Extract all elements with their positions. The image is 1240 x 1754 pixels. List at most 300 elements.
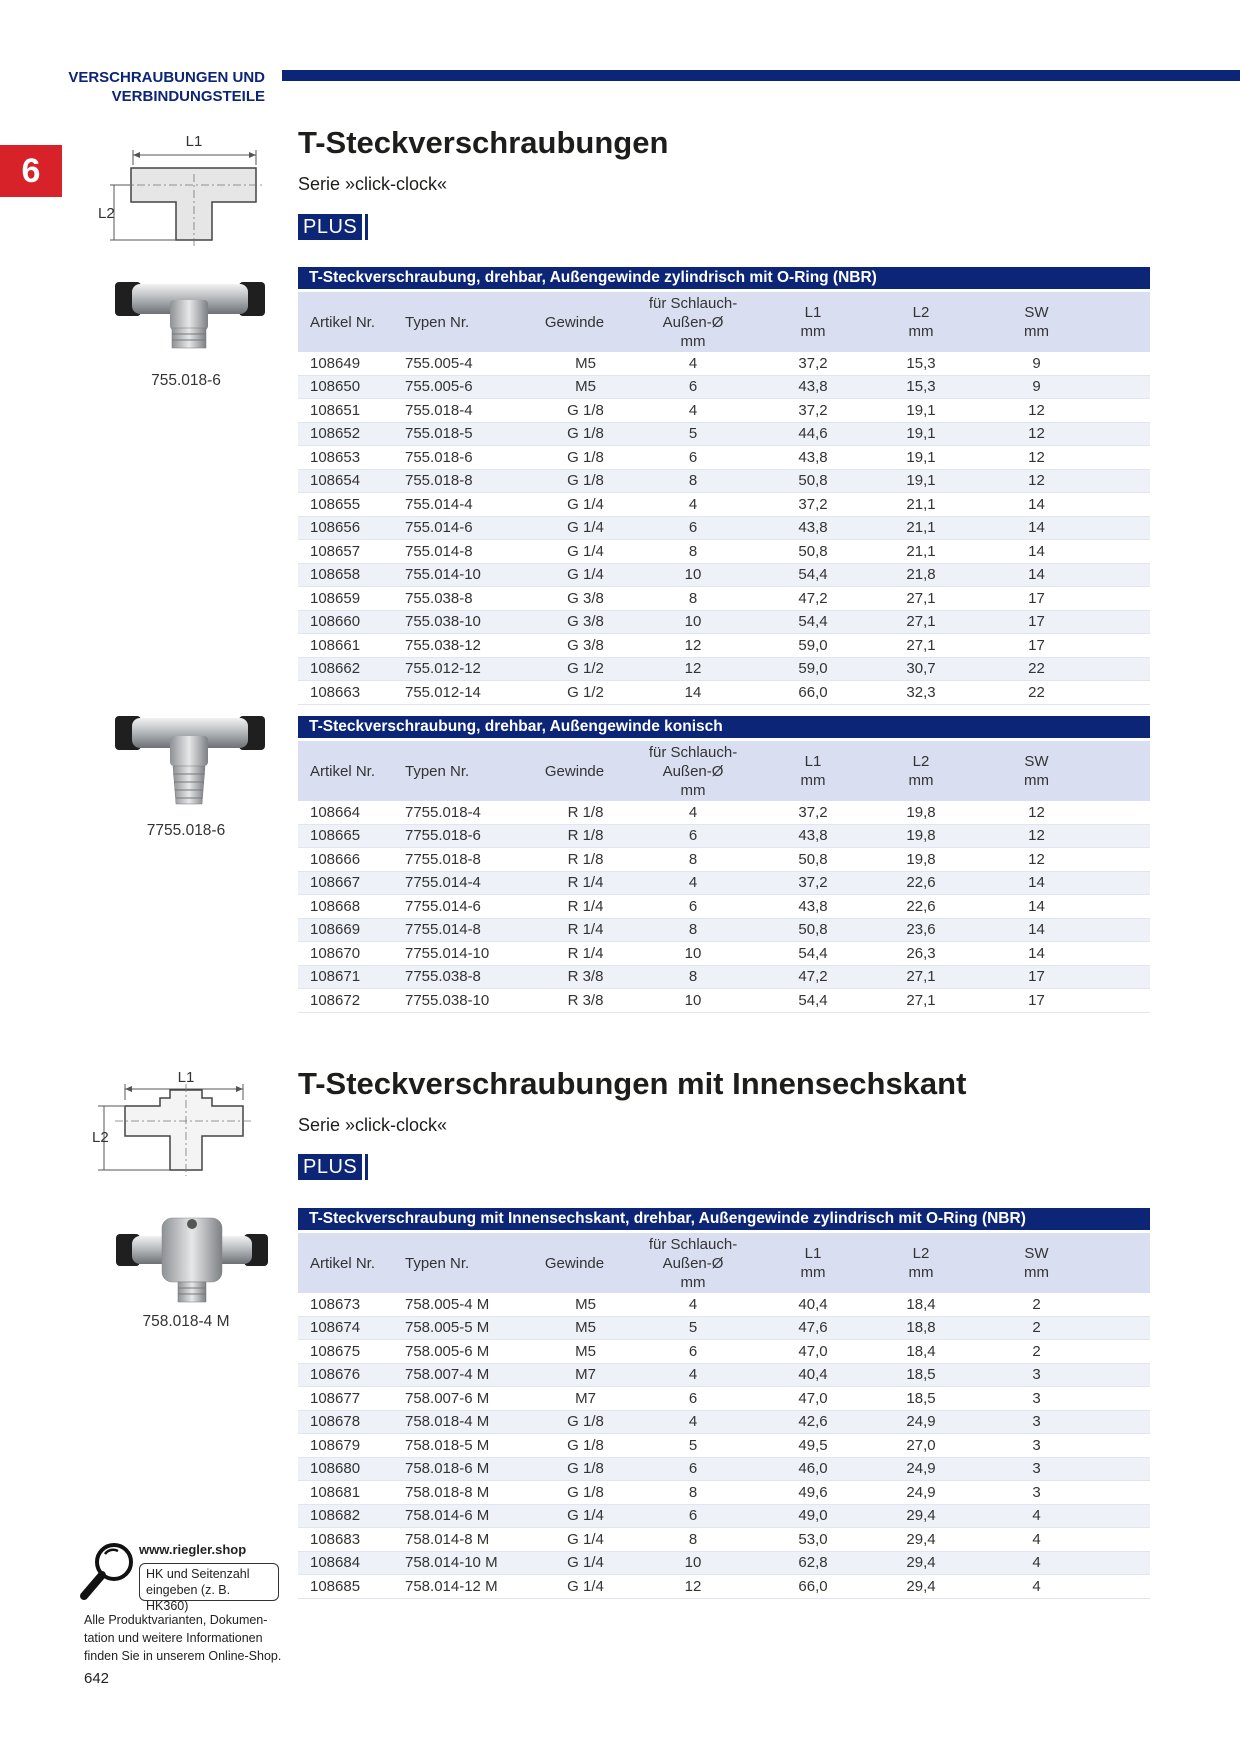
cell-sw — [982, 895, 1150, 919]
cell-schlauch-durchmesser: 4 — [620, 1293, 766, 1316]
cell-artikel-nr: 108669 — [298, 918, 393, 942]
cell-sw — [982, 1551, 1150, 1575]
col-artikel-nr: Artikel Nr. — [298, 741, 393, 801]
table-row — [298, 587, 1150, 611]
cell-l1: 47,0 — [766, 1387, 860, 1411]
series-label: Serie »click-clock« — [298, 1115, 448, 1135]
table-row — [298, 942, 1150, 966]
cell-l1: 40,4 — [766, 1293, 860, 1316]
cell-sw-value: 17 — [1028, 636, 1045, 654]
footer-note-line1: Alle Produktvarianten, Dokumen- — [84, 1613, 268, 1627]
cell-artikel-nr: 108658 — [298, 563, 393, 587]
table-row — [298, 352, 1150, 375]
shop-hint-box — [139, 1563, 279, 1613]
cell-gewinde: G 1/8 — [529, 399, 620, 423]
cell-l1: 54,4 — [766, 563, 860, 587]
cell-sw — [982, 918, 1150, 942]
cell-gewinde: R 1/4 — [529, 942, 620, 966]
cell-sw — [982, 1293, 1150, 1316]
cell-sw-value: 17 — [1028, 968, 1045, 986]
cell-sw-value: 3 — [1032, 1366, 1041, 1384]
cell-gewinde: G 1/4 — [529, 1551, 620, 1575]
col-schlauch: für Schlauch- Außen-Ø mm — [620, 741, 766, 801]
footer-note — [84, 1611, 294, 1665]
cell-sw — [982, 469, 1150, 493]
cell-l1: 46,0 — [766, 1457, 860, 1481]
cell-l1: 54,4 — [766, 610, 860, 634]
cell-sw — [982, 681, 1150, 705]
cell-schlauch-durchmesser: 4 — [620, 1410, 766, 1434]
cell-l2: 18,8 — [860, 1316, 982, 1340]
cell-artikel-nr: 108671 — [298, 965, 393, 989]
table-row — [298, 918, 1150, 942]
cell-schlauch-durchmesser: 6 — [620, 895, 766, 919]
cell-artikel-nr: 108660 — [298, 610, 393, 634]
plus-badge — [298, 214, 368, 240]
cell-sw — [982, 1410, 1150, 1434]
cell-schlauch-durchmesser: 8 — [620, 1528, 766, 1552]
cell-sw-value: 14 — [1028, 897, 1045, 915]
cell-typen-nr: 755.014-4 — [393, 493, 529, 517]
footer-note-line2: tation und weitere Informationen — [84, 1631, 263, 1645]
cell-sw-value: 14 — [1028, 944, 1045, 962]
cell-typen-nr: 7755.014-10 — [393, 942, 529, 966]
table-row — [298, 1293, 1150, 1316]
cell-artikel-nr: 108675 — [298, 1340, 393, 1364]
col-gewinde: Gewinde — [529, 292, 620, 352]
cell-artikel-nr: 108649 — [298, 352, 393, 375]
cell-l2: 21,8 — [860, 563, 982, 587]
cell-sw-value: 12 — [1028, 425, 1045, 443]
cell-schlauch-durchmesser: 10 — [620, 942, 766, 966]
cell-sw-value: 12 — [1028, 472, 1045, 490]
cell-schlauch-durchmesser: 10 — [620, 610, 766, 634]
cell-l2: 27,1 — [860, 610, 982, 634]
cell-artikel-nr: 108670 — [298, 942, 393, 966]
cell-schlauch-durchmesser: 4 — [620, 352, 766, 375]
cell-artikel-nr: 108653 — [298, 446, 393, 470]
cell-l1: 37,2 — [766, 801, 860, 824]
cell-typen-nr: 755.018-6 — [393, 446, 529, 470]
cell-schlauch-durchmesser: 4 — [620, 871, 766, 895]
cell-sw-value: 22 — [1028, 660, 1045, 678]
cell-artikel-nr: 108680 — [298, 1457, 393, 1481]
cell-typen-nr: 7755.038-8 — [393, 965, 529, 989]
cell-typen-nr: 7755.018-8 — [393, 848, 529, 872]
cell-artikel-nr: 108663 — [298, 681, 393, 705]
col-typen-nr: Typen Nr. — [393, 1233, 529, 1293]
cell-sw-value: 9 — [1032, 378, 1041, 396]
cell-typen-nr: 758.014-6 M — [393, 1504, 529, 1528]
table-row — [298, 1363, 1150, 1387]
cell-artikel-nr: 108667 — [298, 871, 393, 895]
cell-typen-nr: 758.014-12 M — [393, 1575, 529, 1599]
table-caption: T-Steckverschraubung mit Innensechskant, drehbar, Außengewinde zylindrisch mit O-Ring (NBR) — [298, 1208, 1150, 1230]
table-caption: T-Steckverschraubung, drehbar, Außengewinde zylindrisch mit O-Ring (NBR) — [298, 267, 1150, 289]
cell-l1: 37,2 — [766, 352, 860, 375]
table-body — [298, 801, 1150, 1012]
cell-gewinde: R 1/4 — [529, 871, 620, 895]
cell-l2: 15,3 — [860, 375, 982, 399]
cell-typen-nr: 758.018-6 M — [393, 1457, 529, 1481]
cell-typen-nr: 758.007-4 M — [393, 1363, 529, 1387]
cell-l1: 44,6 — [766, 422, 860, 446]
cell-gewinde: G 3/8 — [529, 610, 620, 634]
table-row — [298, 657, 1150, 681]
cell-sw-value: 17 — [1028, 613, 1045, 631]
cell-sw-value: 22 — [1028, 683, 1045, 701]
cell-artikel-nr: 108659 — [298, 587, 393, 611]
plus-badge-text: PLUS — [298, 1154, 362, 1180]
cell-schlauch-durchmesser: 10 — [620, 563, 766, 587]
plus-badge-bar — [365, 1154, 368, 1180]
cell-typen-nr: 758.018-5 M — [393, 1434, 529, 1458]
cell-l2: 22,6 — [860, 895, 982, 919]
cell-l2: 27,0 — [860, 1434, 982, 1458]
table-header-row — [298, 741, 1150, 801]
cell-typen-nr: 755.005-4 — [393, 352, 529, 375]
cell-gewinde: G 1/8 — [529, 1481, 620, 1505]
product-image-758-018-4-m — [112, 1210, 272, 1310]
cell-sw-value: 12 — [1028, 827, 1045, 845]
cell-l1: 59,0 — [766, 634, 860, 658]
cell-sw — [982, 824, 1150, 848]
cell-l1: 50,8 — [766, 918, 860, 942]
cell-l2: 15,3 — [860, 352, 982, 375]
cell-l2: 29,4 — [860, 1575, 982, 1599]
cell-l2: 27,1 — [860, 989, 982, 1013]
product-table-innensechskant — [298, 1208, 1150, 1599]
cell-l2: 24,9 — [860, 1481, 982, 1505]
cell-sw — [982, 848, 1150, 872]
cell-schlauch-durchmesser: 12 — [620, 1575, 766, 1599]
product-image-7755-018-6 — [110, 710, 270, 810]
cell-sw-value: 3 — [1032, 1413, 1041, 1431]
cell-gewinde: G 1/4 — [529, 1528, 620, 1552]
cell-l2: 19,8 — [860, 824, 982, 848]
cell-gewinde: G 1/8 — [529, 469, 620, 493]
cell-l2: 23,6 — [860, 918, 982, 942]
cell-artikel-nr: 108664 — [298, 801, 393, 824]
table-row — [298, 989, 1150, 1013]
col-schlauch: für Schlauch- Außen-Ø mm — [620, 1233, 766, 1293]
table-row — [298, 1504, 1150, 1528]
cell-typen-nr: 7755.018-4 — [393, 801, 529, 824]
cell-l2: 26,3 — [860, 942, 982, 966]
cell-schlauch-durchmesser: 8 — [620, 848, 766, 872]
cell-typen-nr: 7755.014-6 — [393, 895, 529, 919]
cell-typen-nr: 755.005-6 — [393, 375, 529, 399]
cell-sw-value: 3 — [1032, 1483, 1041, 1501]
cell-l1: 49,0 — [766, 1504, 860, 1528]
cell-typen-nr: 7755.014-8 — [393, 918, 529, 942]
plus-badge-bar — [365, 214, 368, 240]
cell-l2: 18,4 — [860, 1340, 982, 1364]
cell-artikel-nr: 108682 — [298, 1504, 393, 1528]
table-row — [298, 1551, 1150, 1575]
table-row — [298, 1316, 1150, 1340]
shop-hint-line2: eingeben (z. B. HK360) — [146, 1583, 231, 1613]
table-row — [298, 634, 1150, 658]
table-row — [298, 1340, 1150, 1364]
cell-sw-value: 14 — [1028, 495, 1045, 513]
cell-sw — [982, 657, 1150, 681]
cell-sw — [982, 1504, 1150, 1528]
cell-l2: 18,5 — [860, 1363, 982, 1387]
col-l2: L2 mm — [860, 1233, 982, 1293]
cell-typen-nr: 755.014-8 — [393, 540, 529, 564]
col-typen-nr: Typen Nr. — [393, 741, 529, 801]
cell-schlauch-durchmesser: 6 — [620, 375, 766, 399]
cell-sw — [982, 352, 1150, 375]
cell-l1: 50,8 — [766, 469, 860, 493]
cell-l2: 19,1 — [860, 422, 982, 446]
cell-l2: 27,1 — [860, 587, 982, 611]
cell-typen-nr: 755.038-10 — [393, 610, 529, 634]
cell-typen-nr: 758.018-4 M — [393, 1410, 529, 1434]
cell-schlauch-durchmesser: 4 — [620, 399, 766, 423]
cell-artikel-nr: 108685 — [298, 1575, 393, 1599]
cell-sw-value: 12 — [1028, 850, 1045, 868]
cell-l1: 43,8 — [766, 516, 860, 540]
diagram-l1-label: L1 — [185, 133, 203, 150]
cell-schlauch-durchmesser: 6 — [620, 1504, 766, 1528]
cell-typen-nr: 758.014-8 M — [393, 1528, 529, 1552]
cell-artikel-nr: 108652 — [298, 422, 393, 446]
cell-schlauch-durchmesser: 14 — [620, 681, 766, 705]
product-image-caption: 7755.018-6 — [146, 822, 226, 839]
cell-l2: 29,4 — [860, 1528, 982, 1552]
cell-gewinde: R 1/8 — [529, 848, 620, 872]
cell-typen-nr: 758.018-8 M — [393, 1481, 529, 1505]
cell-sw — [982, 540, 1150, 564]
cell-artikel-nr: 108673 — [298, 1293, 393, 1316]
col-typen-nr: Typen Nr. — [393, 292, 529, 352]
cell-sw — [982, 1316, 1150, 1340]
cell-artikel-nr: 108684 — [298, 1551, 393, 1575]
cell-artikel-nr: 108656 — [298, 516, 393, 540]
cell-gewinde: M5 — [529, 352, 620, 375]
cell-artikel-nr: 108677 — [298, 1387, 393, 1411]
product-table-konisch — [298, 716, 1150, 1013]
cell-l1: 50,8 — [766, 540, 860, 564]
cell-sw — [982, 965, 1150, 989]
cell-gewinde: G 1/4 — [529, 540, 620, 564]
cell-l2: 24,9 — [860, 1410, 982, 1434]
cell-gewinde: G 1/4 — [529, 1504, 620, 1528]
cell-gewinde: R 1/4 — [529, 895, 620, 919]
cell-schlauch-durchmesser: 12 — [620, 657, 766, 681]
table-row — [298, 563, 1150, 587]
cell-sw-value: 14 — [1028, 566, 1045, 584]
table-row — [298, 375, 1150, 399]
cell-sw — [982, 942, 1150, 966]
footer-note-line3: finden Sie in unserem Online-Shop. — [84, 1649, 282, 1663]
cell-gewinde: G 1/8 — [529, 1434, 620, 1458]
cell-l2: 19,8 — [860, 848, 982, 872]
cell-artikel-nr: 108681 — [298, 1481, 393, 1505]
cell-l2: 27,1 — [860, 634, 982, 658]
cell-l2: 30,7 — [860, 657, 982, 681]
cell-schlauch-durchmesser: 5 — [620, 422, 766, 446]
col-sw: SW mm — [982, 741, 1150, 801]
cell-sw — [982, 634, 1150, 658]
cell-sw — [982, 1481, 1150, 1505]
cell-l1: 40,4 — [766, 1363, 860, 1387]
cell-sw-value: 4 — [1032, 1530, 1041, 1548]
cell-typen-nr: 755.018-4 — [393, 399, 529, 423]
table-row — [298, 399, 1150, 423]
cell-gewinde: G 3/8 — [529, 587, 620, 611]
cell-sw-value: 2 — [1032, 1319, 1041, 1337]
cell-l1: 66,0 — [766, 1575, 860, 1599]
shop-link[interactable]: www.riegler.shop — [139, 1542, 247, 1557]
cell-artikel-nr: 108683 — [298, 1528, 393, 1552]
cell-schlauch-durchmesser: 6 — [620, 824, 766, 848]
data-table — [298, 741, 1150, 1013]
product-image-755-018-6 — [110, 272, 270, 362]
cell-sw-value: 4 — [1032, 1554, 1041, 1572]
cell-schlauch-durchmesser: 10 — [620, 989, 766, 1013]
cell-gewinde: R 1/8 — [529, 824, 620, 848]
cell-l2: 19,1 — [860, 469, 982, 493]
cell-sw-value: 3 — [1032, 1436, 1041, 1454]
cell-sw-value: 14 — [1028, 921, 1045, 939]
table-row — [298, 965, 1150, 989]
cell-gewinde: G 1/2 — [529, 657, 620, 681]
cell-l1: 50,8 — [766, 848, 860, 872]
table-header-row — [298, 1233, 1150, 1293]
col-artikel-nr: Artikel Nr. — [298, 1233, 393, 1293]
diagram-l2-label: L2 — [98, 205, 115, 222]
cell-l1: 66,0 — [766, 681, 860, 705]
cell-schlauch-durchmesser: 4 — [620, 1363, 766, 1387]
table-row — [298, 1457, 1150, 1481]
cell-typen-nr: 755.018-8 — [393, 469, 529, 493]
cell-artikel-nr: 108651 — [298, 399, 393, 423]
section-title-innensechskant: T-Steckverschraubungen mit Innensechskant — [298, 1066, 967, 1101]
t-fitting-dimension-drawing — [96, 130, 266, 250]
cell-l2: 21,1 — [860, 516, 982, 540]
table-row — [298, 1528, 1150, 1552]
cell-gewinde: G 1/8 — [529, 1410, 620, 1434]
cell-sw — [982, 1363, 1150, 1387]
cell-sw-value: 12 — [1028, 401, 1045, 419]
cell-l2: 21,1 — [860, 540, 982, 564]
cell-artikel-nr: 108672 — [298, 989, 393, 1013]
cell-sw-value: 4 — [1032, 1577, 1041, 1595]
cell-sw — [982, 516, 1150, 540]
cell-gewinde: M7 — [529, 1387, 620, 1411]
col-gewinde: Gewinde — [529, 1233, 620, 1293]
table-row — [298, 1575, 1150, 1599]
cell-schlauch-durchmesser: 4 — [620, 801, 766, 824]
cell-gewinde: M5 — [529, 1316, 620, 1340]
cell-sw — [982, 563, 1150, 587]
magnifier-icon[interactable] — [78, 1540, 138, 1602]
table-row — [298, 493, 1150, 517]
cell-sw-value: 3 — [1032, 1389, 1041, 1407]
cell-typen-nr: 758.007-6 M — [393, 1387, 529, 1411]
category-title — [60, 68, 265, 106]
cell-schlauch-durchmesser: 8 — [620, 1481, 766, 1505]
col-l1: L1 mm — [766, 1233, 860, 1293]
table-row — [298, 1434, 1150, 1458]
table-row — [298, 895, 1150, 919]
col-schlauch: für Schlauch- Außen-Ø mm — [620, 292, 766, 352]
cell-gewinde: M5 — [529, 1293, 620, 1316]
cell-l1: 54,4 — [766, 942, 860, 966]
cell-sw — [982, 1528, 1150, 1552]
table-row — [298, 1387, 1150, 1411]
cell-l1: 37,2 — [766, 871, 860, 895]
table-row — [298, 469, 1150, 493]
cell-typen-nr: 7755.018-6 — [393, 824, 529, 848]
plus-badge — [298, 1154, 368, 1180]
cell-typen-nr: 755.014-6 — [393, 516, 529, 540]
cell-sw-value: 2 — [1032, 1295, 1041, 1313]
cell-schlauch-durchmesser: 8 — [620, 918, 766, 942]
cell-typen-nr: 755.014-10 — [393, 563, 529, 587]
table-body — [298, 1293, 1150, 1598]
cell-sw — [982, 1387, 1150, 1411]
shop-hint-line1: HK und Seitenzahl — [146, 1567, 250, 1581]
cell-typen-nr: 7755.038-10 — [393, 989, 529, 1013]
cell-l2: 27,1 — [860, 965, 982, 989]
cell-typen-nr: 755.038-8 — [393, 587, 529, 611]
cell-l1: 47,2 — [766, 965, 860, 989]
cell-gewinde: G 1/4 — [529, 563, 620, 587]
cell-gewinde: R 3/8 — [529, 965, 620, 989]
col-gewinde: Gewinde — [529, 741, 620, 801]
cell-sw-value: 12 — [1028, 448, 1045, 466]
cell-sw-value: 3 — [1032, 1460, 1041, 1478]
cell-artikel-nr: 108668 — [298, 895, 393, 919]
cell-schlauch-durchmesser: 8 — [620, 587, 766, 611]
cell-sw — [982, 1434, 1150, 1458]
cell-sw — [982, 1340, 1150, 1364]
cell-schlauch-durchmesser: 5 — [620, 1434, 766, 1458]
cell-l1: 43,8 — [766, 895, 860, 919]
cell-artikel-nr: 108678 — [298, 1410, 393, 1434]
cell-l2: 18,5 — [860, 1387, 982, 1411]
cell-schlauch-durchmesser: 4 — [620, 493, 766, 517]
table-row — [298, 1410, 1150, 1434]
table-caption: T-Steckverschraubung, drehbar, Außengewinde konisch — [298, 716, 1150, 738]
cell-schlauch-durchmesser: 8 — [620, 469, 766, 493]
cell-artikel-nr: 108657 — [298, 540, 393, 564]
cell-sw-value: 17 — [1028, 589, 1045, 607]
cell-gewinde: M5 — [529, 375, 620, 399]
cell-sw-value: 12 — [1028, 803, 1045, 821]
cell-l2: 19,8 — [860, 801, 982, 824]
cell-l2: 19,1 — [860, 399, 982, 423]
cell-gewinde: R 3/8 — [529, 989, 620, 1013]
cell-sw-value: 14 — [1028, 874, 1045, 892]
table-header-row — [298, 292, 1150, 352]
cell-gewinde: G 1/8 — [529, 422, 620, 446]
cell-l1: 49,6 — [766, 1481, 860, 1505]
cell-sw-value: 14 — [1028, 542, 1045, 560]
chapter-tab[interactable]: 6 — [0, 145, 62, 197]
cell-artikel-nr: 108661 — [298, 634, 393, 658]
cell-gewinde: M7 — [529, 1363, 620, 1387]
cell-l2: 18,4 — [860, 1293, 982, 1316]
col-l2: L2 mm — [860, 292, 982, 352]
cell-l2: 22,6 — [860, 871, 982, 895]
col-l1: L1 mm — [766, 741, 860, 801]
table-row — [298, 610, 1150, 634]
